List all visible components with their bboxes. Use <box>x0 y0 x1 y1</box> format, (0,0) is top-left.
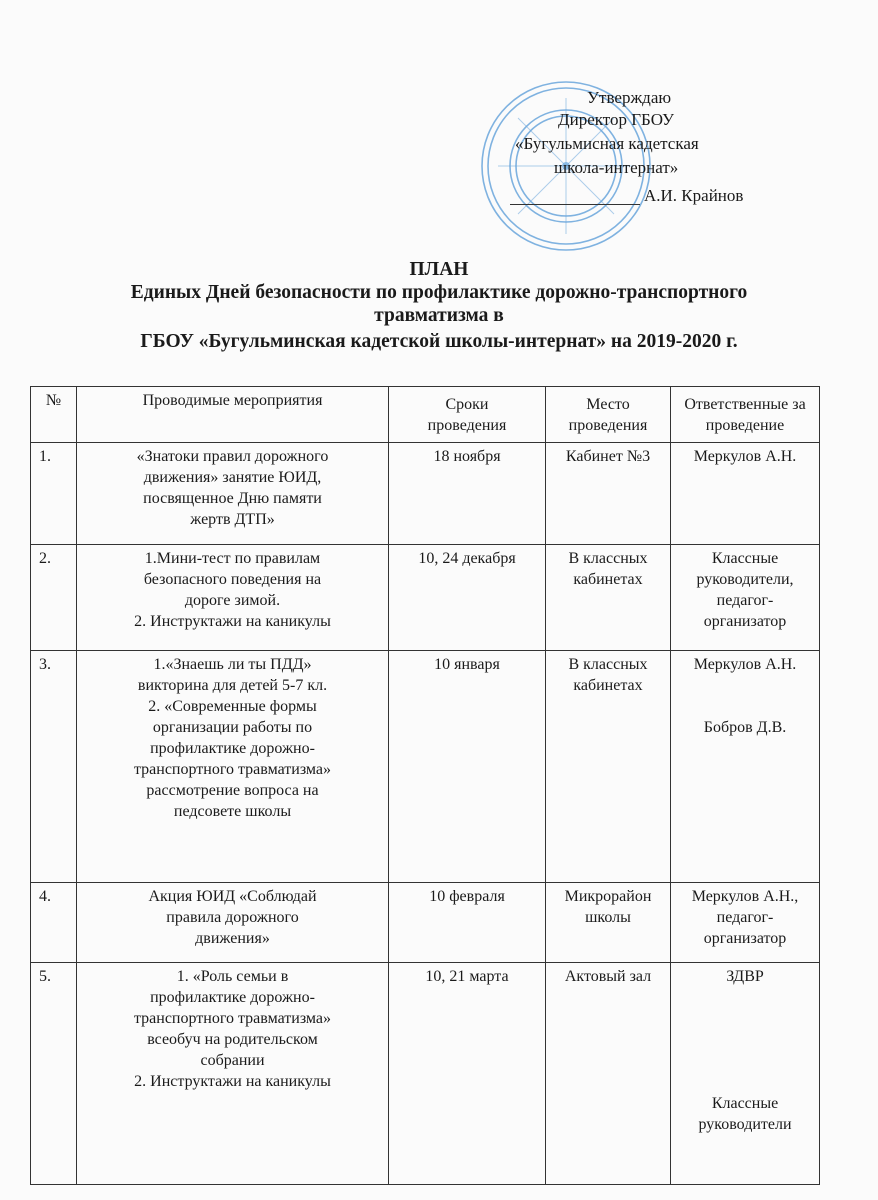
event-line: 2. «Современные формы <box>148 698 317 715</box>
responsible-line: организатор <box>703 930 787 947</box>
event-line: 2. Инструктажи на каникулы <box>134 1073 331 1090</box>
row-responsible <box>671 545 820 651</box>
header-dates <box>389 387 546 443</box>
event-line: 2. Инструктажи на каникулы <box>134 613 331 630</box>
approval-line: «Бугульмисная кадетская <box>515 134 699 153</box>
row-num: 4. <box>31 883 77 963</box>
row-responsible <box>671 883 820 963</box>
table-row <box>31 963 820 1185</box>
event-line: педсовете школы <box>173 803 292 820</box>
row-responsible <box>671 963 820 1185</box>
row-dates: 18 ноября <box>389 443 546 545</box>
event-line: посвященное Дню памяти <box>143 490 322 507</box>
responsible-line: Меркулов А.Н. <box>693 656 797 673</box>
row-num: 1. <box>31 443 77 545</box>
event-line: движения» <box>195 930 270 947</box>
approval-line: школа-интернат» <box>554 158 679 177</box>
row-responsible <box>671 651 820 883</box>
row-dates: 10 февраля <box>389 883 546 963</box>
header-responsible-line: проведение <box>705 416 785 434</box>
responsible-line: Классные <box>711 1095 779 1112</box>
event-line: дороге зимой. <box>184 592 281 609</box>
event-line: жертв ДТП» <box>190 511 275 528</box>
header-dates-line: Сроки <box>445 395 489 413</box>
header-place <box>546 387 671 443</box>
row-event <box>77 963 389 1185</box>
event-line: безопасного поведения на <box>143 571 322 588</box>
row-num: 5. <box>31 963 77 1185</box>
plan-table <box>30 386 820 1185</box>
place-line: кабинетах <box>573 571 643 588</box>
row-place <box>546 963 671 1185</box>
row-dates: 10, 24 декабря <box>389 545 546 651</box>
responsible-line: Классные <box>711 550 779 567</box>
approval-line: Утверждаю <box>587 88 672 107</box>
header-responsible <box>671 387 820 443</box>
row-event <box>77 545 389 651</box>
place-line: кабинетах <box>573 677 643 694</box>
responsible-line: педагог- <box>716 909 774 926</box>
approval-line: Директор ГБОУ <box>558 110 675 129</box>
event-line: движения» занятие ЮИД, <box>143 469 322 486</box>
title-line: ПЛАН <box>409 259 469 280</box>
row-dates: 10, 21 марта <box>389 963 546 1185</box>
title-line: ГБОУ «Бугульминская кадетской школы-интернат» на 2019-2020 г. <box>140 331 738 352</box>
responsible-line: ЗДВР <box>726 968 764 985</box>
table-row <box>31 545 820 651</box>
row-event <box>77 651 389 883</box>
title-line: травматизма в <box>374 305 504 326</box>
event-line: викторина для детей 5-7 кл. <box>137 677 328 694</box>
row-event <box>77 443 389 545</box>
event-line: 1.Мини-тест по правилам <box>144 550 321 567</box>
header-place-line: Место <box>586 395 630 413</box>
row-num: 3. <box>31 651 77 883</box>
responsible-line: Меркулов А.Н. <box>693 448 797 465</box>
event-line: рассмотрение вопроса на <box>146 782 319 799</box>
row-event <box>77 883 389 963</box>
director-name: А.И. Крайнов <box>644 186 744 205</box>
document-title <box>30 258 848 353</box>
row-place <box>546 545 671 651</box>
event-line: всеобуч на родительском <box>147 1031 318 1048</box>
place-line: Актовый зал <box>564 968 652 985</box>
signature-line <box>510 204 640 205</box>
place-line: Кабинет №3 <box>565 448 651 465</box>
table-header-row <box>31 387 820 443</box>
responsible-line: Бобров Д.В. <box>703 719 787 736</box>
title-line: Единых Дней безопасности по профилактике дорожно-транспортного <box>130 282 748 303</box>
event-line: 1. «Роль семьи в <box>176 968 289 985</box>
header-num: № <box>31 387 77 443</box>
row-responsible <box>671 443 820 545</box>
header-responsible-line: Ответственные за <box>684 395 806 413</box>
table-row <box>31 883 820 963</box>
place-line: В классных <box>568 550 648 567</box>
responsible-line: руководители, <box>696 571 794 588</box>
event-line: транспортного травматизма» <box>133 761 332 778</box>
event-line: транспортного травматизма» <box>133 1010 332 1027</box>
event-line: профилактике дорожно- <box>150 740 315 757</box>
responsible-line: Меркулов А.Н., <box>691 888 799 905</box>
row-place <box>546 883 671 963</box>
row-place <box>546 651 671 883</box>
place-line: школы <box>585 909 631 926</box>
responsible-line: педагог- <box>716 592 774 609</box>
place-line: В классных <box>568 656 648 673</box>
place-line: Микрорайон <box>564 888 652 905</box>
row-num: 2. <box>31 545 77 651</box>
event-line: 1.«Знаешь ли ты ПДД» <box>153 656 312 673</box>
table-row <box>31 443 820 545</box>
spacer <box>674 675 816 717</box>
header-dates-line: проведения <box>427 416 507 434</box>
spacer <box>674 987 816 1093</box>
event-line: профилактике дорожно- <box>150 989 315 1006</box>
responsible-line: руководители <box>698 1116 792 1133</box>
responsible-line: организатор <box>703 613 787 630</box>
row-dates: 10 января <box>389 651 546 883</box>
event-line: Акция ЮИД «Соблюдай <box>148 888 317 905</box>
header-place-line: проведения <box>568 416 648 434</box>
event-line: организации работы по <box>152 719 313 736</box>
header-event: Проводимые мероприятия <box>77 387 389 443</box>
table-row <box>31 651 820 883</box>
event-line: собрании <box>200 1052 265 1069</box>
row-place <box>546 443 671 545</box>
event-line: «Знатоки правил дорожного <box>136 448 329 465</box>
event-line: правила дорожного <box>166 909 299 926</box>
